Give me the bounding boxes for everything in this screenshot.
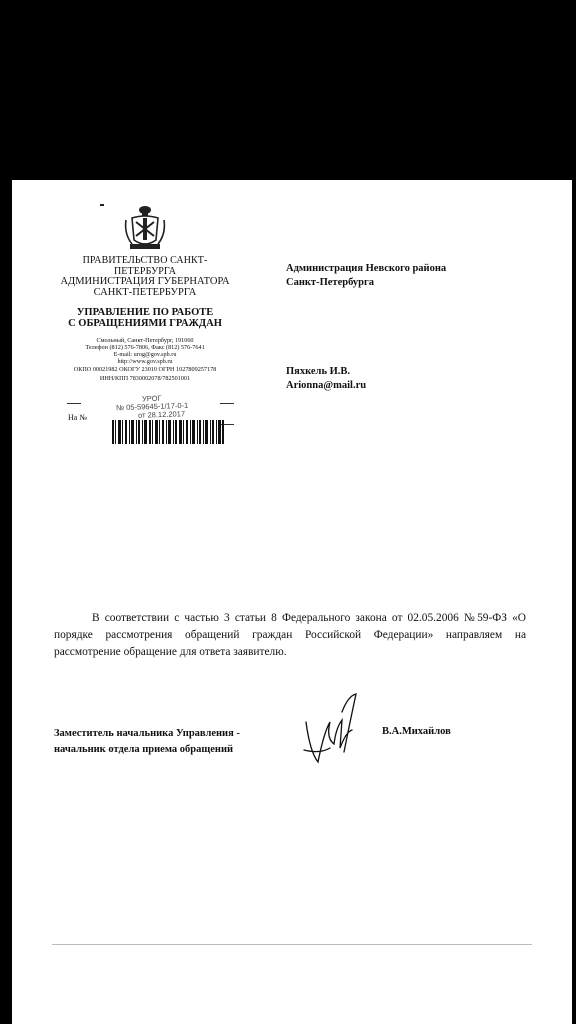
org-inn: ИНН/КПП 7830002078/782501001 (99, 375, 191, 382)
coat-of-arms-icon (122, 204, 168, 252)
body-paragraph: В соответствии с частью 3 статьи 8 Федерального закона от 02.05.2006 №59-ФЗ «О порядке рассмотрения обращений граждан Российской Федерации» направляем на рассмотрение обращение для ответа заявителю. (54, 612, 526, 658)
stamp-number: № 05-59645-1/17-0-1 (115, 400, 189, 413)
registration-stamp (112, 393, 232, 448)
department-title: УПРАВЛЕНИЕ ПО РАБОТЕ (76, 307, 214, 318)
handwritten-signature (296, 692, 366, 770)
signatory-name: В.А.Михайлов (382, 726, 451, 737)
org-codes: ОКПО 00021982 ОКОГУ 23010 ОГРН 1027809257178 (73, 366, 217, 373)
page-bottom-rule (52, 944, 532, 945)
recipient-primary-line1: Администрация Невского района (286, 263, 447, 274)
ref-number-line (67, 403, 81, 404)
recipient-primary (286, 262, 446, 290)
stamp-org: УРОГ (141, 393, 162, 404)
scan-mark (100, 204, 104, 206)
document-page (12, 180, 572, 1024)
letter-body (54, 610, 526, 661)
recipient-primary-line2: Санкт-Петербурга (286, 277, 375, 288)
reply-to-label: На № (68, 413, 87, 422)
org-website: http://www.gov.spb.ru (117, 358, 173, 365)
org-address: Смольный, Санкт-Петербург, 191060 (96, 337, 194, 344)
administration-title: АДМИНИСТРАЦИЯ ГУБЕРНАТОРА (60, 276, 230, 287)
administration-title-city: САНКТ-ПЕТЕРБУРГА (93, 287, 197, 298)
department-title-line2: С ОБРАЩЕНИЯМИ ГРАЖДАН (68, 318, 222, 329)
recipient-secondary-email: Arionna@mail.ru (286, 380, 367, 391)
org-phone-fax: Телефон (812) 576-7806, Факс (812) 576-7641 (85, 344, 205, 351)
government-title: ПРАВИТЕЛЬСТВО САНКТ-ПЕТЕРБУРГА (82, 255, 208, 277)
recipient-secondary-name: Пяхкель И.В. (286, 366, 351, 377)
signatory-position (54, 726, 240, 758)
barcode-icon (112, 420, 224, 444)
signatory-position-line1: Заместитель начальника Управления - (54, 728, 240, 739)
signatory-position-line2: начальник отдела приема обращений (54, 744, 234, 755)
stamp-date: от 28.12.2017 (137, 409, 186, 420)
recipient-secondary (286, 365, 366, 393)
org-email: E-mail: urog@gov.spb.ru (113, 351, 177, 358)
